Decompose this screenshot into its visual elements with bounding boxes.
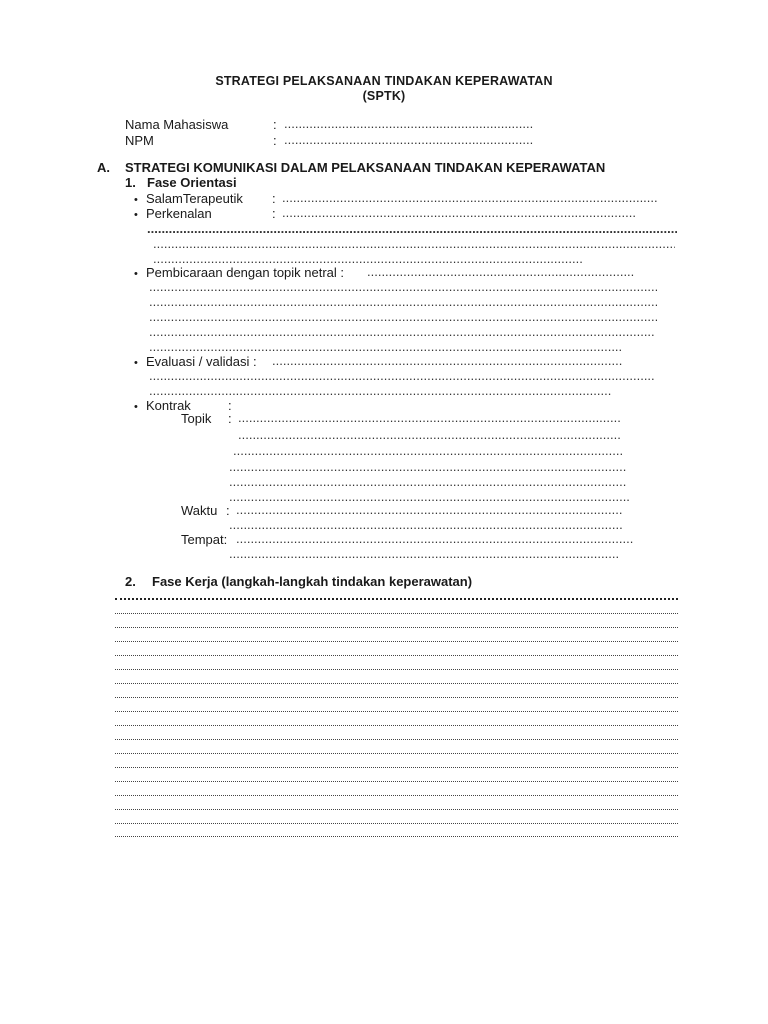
student-name-colon: : xyxy=(273,117,277,132)
work-phase-line-6[interactable] xyxy=(115,669,678,670)
greeting-colon: : xyxy=(272,191,276,206)
topic-colon: : xyxy=(228,411,232,426)
neutral-topic-line-2[interactable] xyxy=(149,280,657,294)
topic-line-6[interactable] xyxy=(229,490,629,504)
work-phase-line-15[interactable] xyxy=(115,795,678,796)
intro-line-3[interactable] xyxy=(153,237,675,251)
time-colon: : xyxy=(226,503,230,518)
npm-label: NPM xyxy=(125,133,154,148)
place-label: Tempat: xyxy=(181,532,228,547)
intro-line-4[interactable] xyxy=(153,252,583,266)
work-phase-line-12[interactable] xyxy=(115,753,678,754)
topic-line-2[interactable] xyxy=(238,428,622,442)
section-a-letter: A. xyxy=(97,160,110,175)
work-phase-line-18[interactable] xyxy=(115,836,678,837)
npm-field[interactable] xyxy=(284,133,534,147)
intro-field[interactable] xyxy=(282,206,637,220)
neutral-topic-label: Pembicaraan dengan topik netral : xyxy=(146,265,345,280)
intro-label: Perkenalan xyxy=(146,206,212,221)
evaluation-label: Evaluasi / validasi : xyxy=(146,354,257,369)
place-line-2[interactable] xyxy=(229,547,619,561)
greeting-label: SalamTerapeutik xyxy=(146,191,243,206)
evaluation-line-2[interactable] xyxy=(149,369,655,383)
student-name-label: Nama Mahasiswa xyxy=(125,117,229,132)
work-phase-line-17[interactable] xyxy=(115,823,678,824)
evaluation-field[interactable] xyxy=(272,354,622,368)
time-label: Waktu xyxy=(181,503,218,518)
work-phase-line-2[interactable] xyxy=(115,613,678,614)
bullet-greeting xyxy=(134,192,243,207)
evaluation-line-3[interactable] xyxy=(149,384,611,398)
student-name-field[interactable] xyxy=(284,117,534,131)
work-phase-line-8[interactable] xyxy=(115,697,678,698)
document-title: STRATEGI PELAKSANAAN TINDAKAN KEPERAWATAN xyxy=(215,74,553,88)
work-phase-line-13[interactable] xyxy=(115,767,678,768)
contract-label: Kontrak xyxy=(146,398,191,413)
work-phase-line-14[interactable] xyxy=(115,781,678,782)
phase1-title: Fase Orientasi xyxy=(147,175,237,190)
topic-label: Topik xyxy=(181,411,212,426)
intro-line-2[interactable] xyxy=(147,222,677,236)
intro-colon: : xyxy=(272,206,276,221)
work-phase-line-11[interactable] xyxy=(115,739,678,740)
work-phase-line-10[interactable] xyxy=(115,725,678,726)
neutral-topic-field[interactable] xyxy=(367,265,635,279)
time-field[interactable] xyxy=(236,503,622,517)
bullet-intro xyxy=(134,207,212,222)
npm-colon: : xyxy=(273,133,277,148)
greeting-field[interactable] xyxy=(282,191,657,205)
work-phase-line-7[interactable] xyxy=(115,683,678,684)
topic-field[interactable] xyxy=(238,411,622,425)
bullet-evaluation xyxy=(134,355,257,370)
work-phase-line-5[interactable] xyxy=(115,655,678,656)
work-phase-line-3[interactable] xyxy=(115,627,678,628)
phase2-number: 2. xyxy=(125,574,136,589)
work-phase-line-16[interactable] xyxy=(115,809,678,810)
time-line-2[interactable] xyxy=(229,518,622,532)
neutral-topic-line-5[interactable] xyxy=(149,325,655,339)
contract-colon: : xyxy=(228,398,232,413)
neutral-topic-line-6[interactable] xyxy=(149,340,623,354)
place-field[interactable] xyxy=(236,532,634,546)
neutral-topic-line-4[interactable] xyxy=(149,310,657,324)
neutral-topic-line-3[interactable] xyxy=(149,295,657,309)
work-phase-line-9[interactable] xyxy=(115,711,678,712)
topic-line-3[interactable] xyxy=(233,444,622,458)
phase2-title: Fase Kerja (langkah-langkah tindakan keperawatan) xyxy=(152,574,473,589)
topic-line-4[interactable] xyxy=(229,460,627,474)
phase1-number: 1. xyxy=(125,175,136,190)
work-phase-line-1[interactable] xyxy=(115,598,678,600)
bullet-neutral-topic xyxy=(134,266,344,281)
section-a-heading: STRATEGI KOMUNIKASI DALAM PELAKSANAAN TINDAKAN KEPERAWATAN xyxy=(125,160,606,175)
document-subtitle: (SPTK) xyxy=(362,89,406,103)
topic-line-5[interactable] xyxy=(229,475,627,489)
work-phase-line-4[interactable] xyxy=(115,641,678,642)
